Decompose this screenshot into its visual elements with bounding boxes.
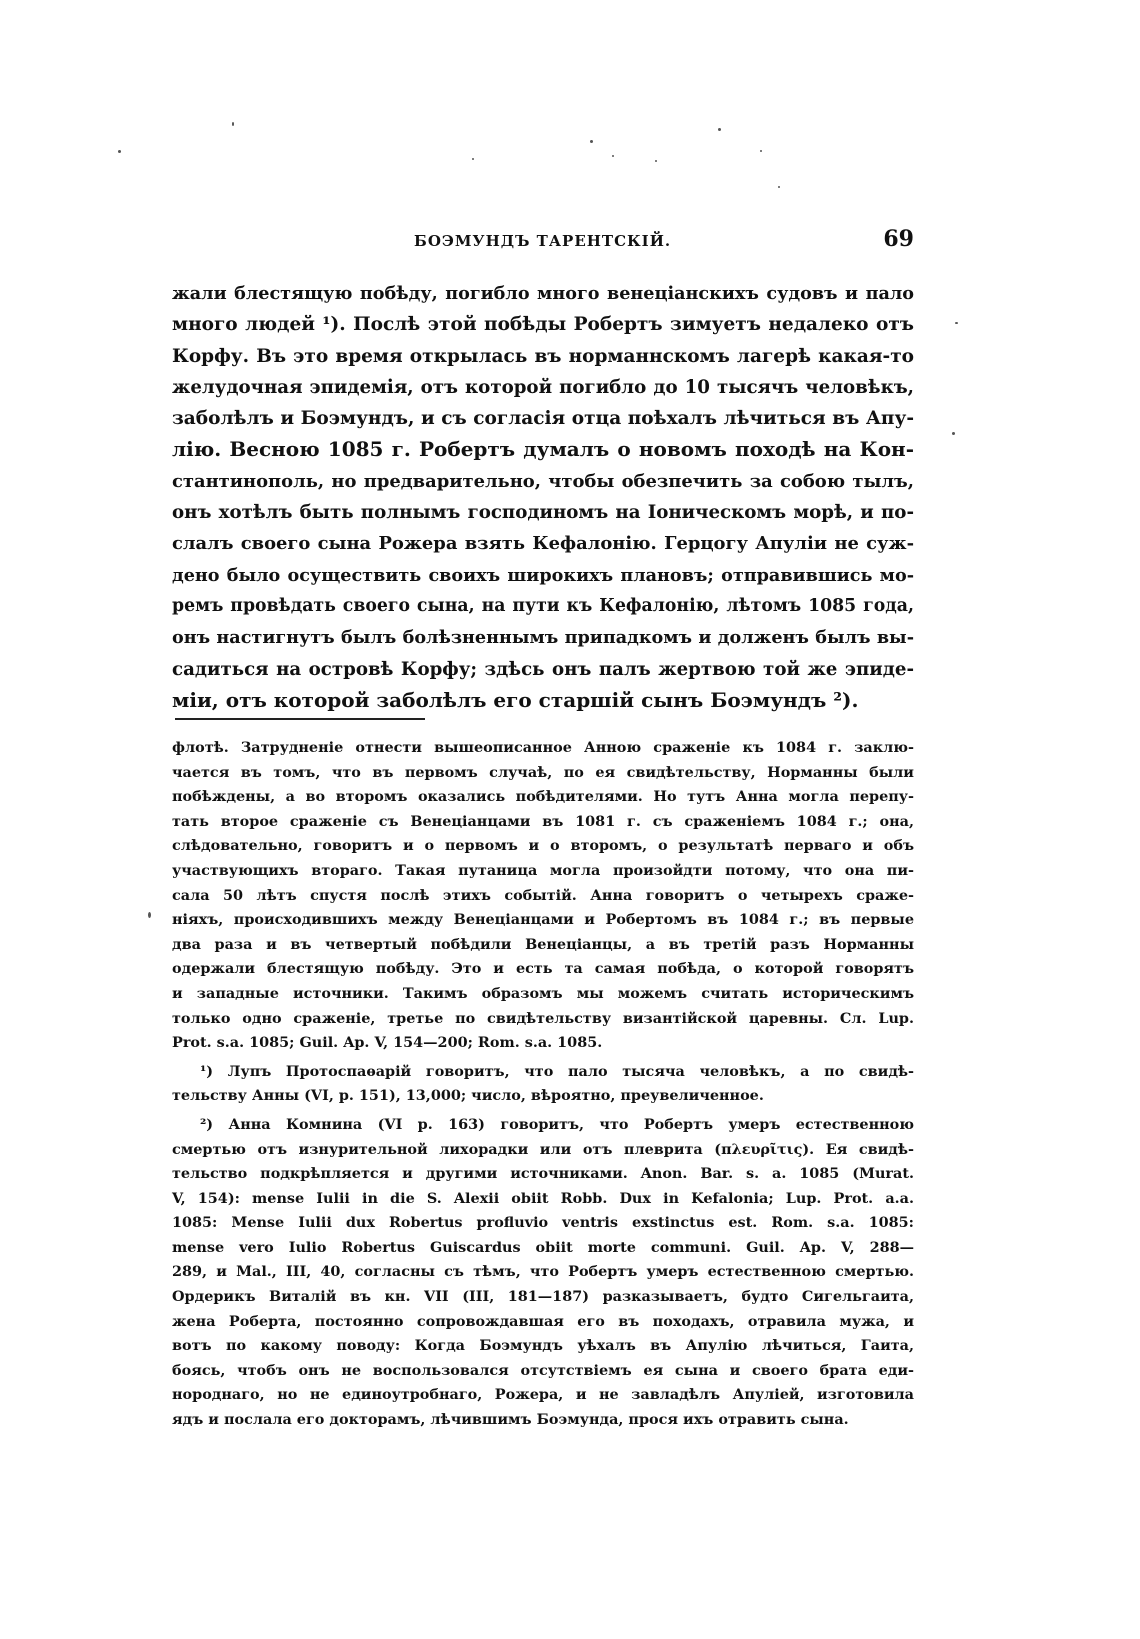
note-line: флотѣ. Затрудненіе отнести вышеописанное Анною сраженіе къ 1084 г. заклю- (172, 739, 914, 756)
note-line: mense vero Iulio Robertus Guiscardus obiit morte communi. Guil. Ap. V, 288— (172, 1238, 914, 1256)
note-line: смертью отъ изнурительной лихорадки или отъ плеврита (πλευρῖτις). Ея свидѣ- (172, 1140, 914, 1158)
note-line: нороднаго, но не единоутробнаго, Рожера, и не завладѣлъ Апуліей, изготовила (172, 1386, 914, 1404)
note-line: вотъ по какому поводу: Когда Боэмундъ уѣхалъ въ Апулію лѣчиться, Гаита, (172, 1337, 914, 1355)
text-line: садиться на островѣ Корфу; здѣсь онъ палъ жертвою той же эпиде- (172, 658, 914, 680)
text-line: жали блестящую побѣду, погибло много венеціанскихъ судовъ и пало (172, 283, 914, 304)
text-line: дено было осуществить своихъ широкихъ плановъ; отправившись мо- (172, 564, 914, 586)
text-line: заболѣлъ и Боэмундъ, и съ согласія отца поѣхалъ лѣчиться въ Апу- (172, 408, 914, 430)
note-line: V, 154): mense Iulii in die S. Alexii obiit Robb. Dux in Kefalonia; Lup. Prot. a.a. (172, 1189, 914, 1207)
note-line: Ордерикъ Виталій въ кн. VII (III, 181—187) разказываетъ, будто Сигельгаита, (172, 1288, 914, 1306)
text-line: много людей ¹). Послѣ этой побѣды Робертъ зимуетъ недалеко отъ (172, 314, 914, 336)
note-line: сала 50 лѣтъ спустя послѣ этихъ событій. Анна говоритъ о четырехъ сраже- (172, 886, 914, 904)
footnote-1 (172, 1060, 914, 1109)
note-line: жена Роберта, постоянно сопровождавшая его въ походахъ, отравила мужа, и (172, 1312, 914, 1330)
text-line: стантинополь, но предварительно, чтобы обезпечить за собою тылъ, (172, 470, 914, 492)
note-line: побѣждены, а во второмъ оказались побѣдителями. Но тутъ Анна могла перепу- (172, 788, 914, 806)
note-line: ¹) Лупъ Протоспаѳарій говоритъ, что пало тысяча человѣкъ, а по свидѣ- (200, 1062, 914, 1080)
note-line: тать второе сраженіе съ Венеціанцами въ 1081 г. съ сраженіемъ 1084 г.; она, (172, 812, 914, 830)
note-line: ніяхъ, происходившихъ между Венеціанцами и Робертомъ въ 1084 г.; въ первые (172, 911, 914, 929)
note-line: ядъ и послала его докторамъ, лѣчившимъ Боэмунда, прося ихъ отравить сына. (172, 1411, 849, 1429)
text-line: слалъ своего сына Рожера взять Кефалонію. Герцогу Апуліи не суж- (172, 533, 914, 555)
note-line: Prot. s.a. 1085; Guil. Ap. V, 154—200; Rom. s.a. 1085. (172, 1034, 603, 1052)
page-header (172, 226, 914, 260)
page-number: 69 (883, 226, 914, 252)
note-line: только одно сраженіе, третье по свидѣтельству византійской царевны. Cл. Lup. (172, 1009, 914, 1027)
text-line: Корфу. Въ это время открылась въ норманнскомъ лагерѣ какая-то (172, 345, 914, 367)
text-line: онъ настигнутъ былъ болѣзненнымъ припадкомъ и долженъ былъ вы- (172, 627, 914, 649)
footnotes (172, 736, 914, 1433)
footnote-2 (172, 1113, 914, 1433)
text-line: лію. Весною 1085 г. Робертъ думалъ о новомъ походѣ на Кон- (172, 437, 914, 462)
text-line: ремъ провѣдать своего сына, на пути къ Кефалонію, лѣтомъ 1085 года, (172, 595, 914, 616)
note-line: и западные источники. Такимъ образомъ мы можемъ считать историческимъ (172, 984, 914, 1002)
note-line: ²) Анна Комнина (VI p. 163) говоритъ, что Робертъ умеръ естественною (200, 1115, 914, 1133)
note-line: 289, и Mal., III, 40, согласны съ тѣмъ, что Робертъ умеръ естественною смертью. (172, 1263, 914, 1281)
footnote-continuation (172, 736, 914, 1056)
note-line: тельству Анны (VI, p. 151), 13,000; число, вѣроятно, преувеличенное. (172, 1087, 764, 1105)
note-line: участвующихъ втораго. Такая путаница могла произойдти потому, что она пи- (172, 861, 914, 879)
text-line: онъ хотѣлъ быть полнымъ господиномъ на Іоническомъ морѣ, и по- (172, 502, 914, 524)
note-line: боясь, чтобъ онъ не воспользовался отсутствіемъ ея сына и своего брата еди- (172, 1361, 914, 1379)
footnote-separator (175, 718, 425, 720)
text-line: міи, отъ которой заболѣлъ его старшій сынъ Боэмундъ ²). (172, 687, 859, 712)
note-line: два раза и въ четвертый побѣдили Венеціанцы, а въ третій разъ Норманны (172, 935, 914, 953)
note-line: тельство подкрѣпляется и другими источниками. Anon. Bar. s. a. 1085 (Murat. (172, 1165, 914, 1183)
text-line: желудочная эпидемія, отъ которой погибло до 10 тысячъ человѣкъ, (172, 376, 914, 398)
note-line: чается въ томъ, что въ первомъ случаѣ, по ея свидѣтельству, Норманны были (172, 763, 914, 781)
note-line: 1085: Mense Iulii dux Robertus profluvio ventris exstinctus est. Rom. s.a. 1085: (172, 1214, 914, 1232)
note-line: слѣдовательно, говоритъ и о первомъ и о второмъ, о результатѣ перваго и объ (172, 837, 914, 855)
running-head: БОЭМУНДЪ ТАРЕНТСКІЙ. (414, 232, 672, 250)
main-text (172, 278, 914, 716)
note-line: одержали блестящую побѣду. Это и есть та самая побѣда, о которой говорятъ (172, 960, 914, 978)
